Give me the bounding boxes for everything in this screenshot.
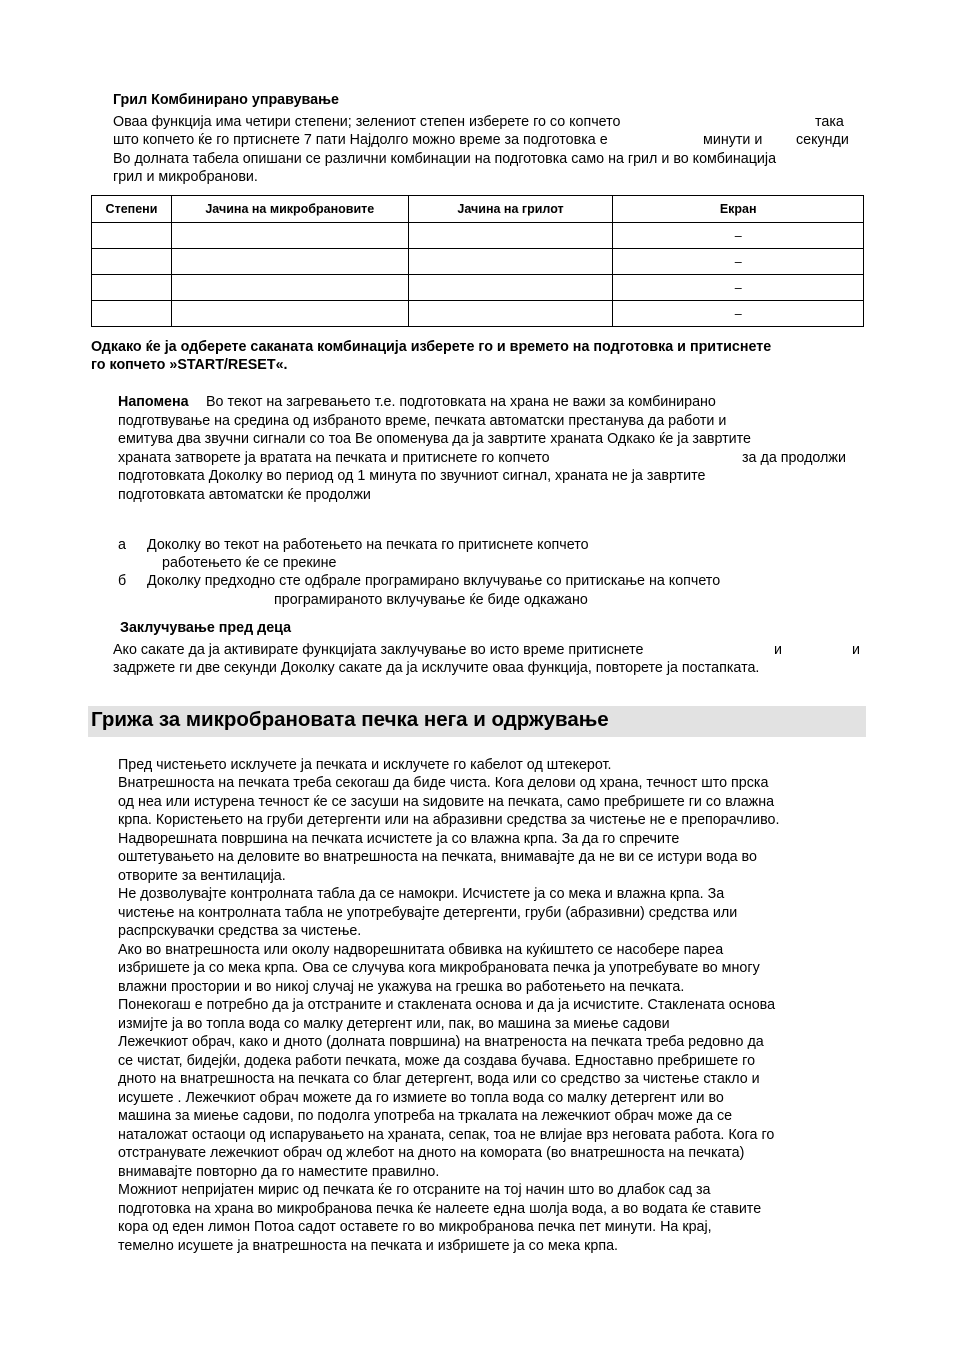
table-cell: [92, 275, 172, 301]
table-row: [92, 275, 864, 301]
care-text-line: Надворешната површина на печката исчистете ја со влажна крпа. За да го спречите: [118, 830, 680, 847]
childlock-text-line: и: [852, 642, 860, 658]
table-cell: [171, 301, 408, 327]
childlock-heading: Заклучување пред деца: [120, 620, 292, 636]
care-text-line: избришете ја со мека крпа. Ова се случува кога микробрановата печка ја употребувате во многу: [118, 960, 760, 976]
table-cell: –: [613, 301, 864, 327]
table-cell: [408, 249, 613, 275]
care-text-line: машина за миење садови, по подолга употреба на тркалата на лежечкиот обрач може да се: [118, 1108, 733, 1124]
grill-text-line: грил и микробранови.: [113, 169, 258, 185]
note-text-line: храната затворете ја вратата на печката и притиснете го копчето: [118, 450, 550, 466]
care-text-line: Ако во внатрешноста или околу надворешнитата обвивка на куќиштето се насобере пареа: [118, 941, 724, 958]
table-header-cell: Јачина на микробрановите: [171, 196, 408, 223]
table-cell: [171, 275, 408, 301]
care-text-line: темелно исушете ја внатрешноста на печката и избришете ја со мека крпа.: [118, 1237, 618, 1254]
list-item: Доколку во текот на работењето на печката го притиснете копчето: [147, 537, 589, 553]
after-table-text: го копчето »START/RESET«.: [91, 357, 288, 373]
care-text-line: оштетувањето на деловите во внатрешноста на печката, внимавајте да не ви се истури вода во: [118, 849, 757, 865]
care-text-line: измијте ја во топла вода со малку детергент или, пак, во машина за миење садови: [118, 1015, 670, 1032]
care-text-line: подготовка на храна во микробранова печка ќе налеете една шолја вода, а во водата ќе ставите: [118, 1200, 762, 1217]
childlock-text-line: и: [774, 642, 782, 658]
list-item: работењето ќе се прекине: [162, 555, 337, 571]
note-text-line: емитува два звучни сигнали со тоа Ве опоменува да ја завртите храната Одкако ќе ја завртите: [118, 431, 751, 447]
note-text-line: подготовката автоматски ќе продолжи: [118, 487, 371, 503]
table-cell: [171, 223, 408, 249]
care-text-line: кора од еден лимон Потоа садот оставете го во микробранова печка пет минути. На крај,: [118, 1219, 712, 1235]
grill-text-line: така: [815, 114, 844, 130]
care-text-line: Внатрешноста на печката треба секогаш да биде чиста. Кога делови од храна, течност што прска: [118, 775, 769, 791]
table-header-cell: Степени: [92, 196, 172, 223]
care-text-line: се чистат, бидејќи, додека работи печката, може да создава бучава. Едноставно пребришете го: [118, 1052, 756, 1069]
table-row: [92, 249, 864, 275]
list-marker: а: [118, 537, 126, 553]
table-header-cell: Екран: [613, 196, 864, 223]
table-cell: [92, 301, 172, 327]
grill-text-line: што копчето ќе го пртиснете 7 пати Најдолго можно време за подготовка е: [113, 132, 608, 148]
care-text-line: распрскувачки средства за чистење.: [118, 923, 362, 939]
childlock-text-line: задржете ги две секунди Доколку сакате да ја исклучите оваа функција, повторете ја постапката.: [113, 660, 760, 676]
table-row: [92, 301, 864, 327]
care-text-line: Пред чистењето исклучете ја печката и исклучете го кабелот од штекерот.: [118, 757, 612, 773]
note-text-line: подготвување на средина од избраното време, печката автоматски престанува да работи и: [118, 413, 727, 429]
table-cell: –: [613, 249, 864, 275]
grill-text-line: Оваа функција има четири степени; зелениот степен изберете го со копчето: [113, 114, 621, 130]
care-text-line: отворите за вентилација.: [118, 867, 286, 884]
list-item: Доколку предходно сте одбрале програмирано вклучување со притискање на копчето: [147, 573, 721, 589]
grill-text-line: секунди: [796, 132, 849, 148]
care-text-line: Не дозволувајте контролната табла да се намокри. Исчистете ја со мека и влажна крпа. За: [118, 886, 725, 902]
table-row: [92, 223, 864, 249]
grill-text-line: Во долната табела опишани се различни комбинации на подготовка само на грил и во комбинација: [113, 151, 777, 167]
list-marker: б: [118, 573, 127, 589]
table-cell: [408, 223, 613, 249]
care-text-line: Можниот непријатен мирис од печката ќе го отсраните на тој начин што во длабок сад за: [118, 1182, 711, 1198]
care-text-line: внимавајте повторно да го наместите правилно.: [118, 1163, 440, 1180]
care-text-line: крпа. Користењето на груби детергенти или на абразивни средства за чистење не е препорачливо.: [118, 812, 780, 828]
grill-heading: Грил Комбинирано управување: [113, 92, 339, 108]
table-cell: [408, 275, 613, 301]
care-text-line: наталожат остаоци од испарувањето на храната, сепак, тоа не влијае врз неговата работа. Кога го: [118, 1126, 775, 1143]
table-cell: [408, 301, 613, 327]
note-text-line: подготовката Доколку во период од 1 минута по звучниот сигнал, храната не ја завртите: [118, 468, 706, 484]
note-text-line: Во текот на загревањето т.е. подготовката на храна не важи за комбинирано: [206, 394, 716, 410]
note-label: Напомена: [118, 394, 189, 410]
childlock-text-line: Ако сакате да ја активирате функцијата заклучување во исто време притиснете: [113, 642, 644, 658]
care-text-line: дното на внатрешноста на печката со благ детергент, вода или со средство за чистење стакло и: [118, 1071, 760, 1087]
table-cell: [171, 249, 408, 275]
table-cell: [92, 249, 172, 275]
grill-text-line: минути и: [703, 132, 763, 148]
table-cell: –: [613, 223, 864, 249]
table-header-cell: Јачина на грилот: [408, 196, 613, 223]
grill-combination-table: [91, 195, 864, 327]
care-text-line: исушете . Лежечкиот обрач можете да го измиете во топла вода со малку детергент или во: [118, 1089, 724, 1106]
note-text-line: за да продолжи: [742, 450, 846, 466]
table-cell: –: [613, 275, 864, 301]
after-table-text: Одкако ќе ја одберете саканата комбинација изберете го и времето на подготовка и притиснете: [91, 339, 772, 355]
table-header-row: [92, 196, 864, 223]
care-text-line: чистење на контролната табла не употребувајте детергенти, груби (абразивни) средства или: [118, 904, 738, 921]
care-text-line: влажни простории и во никој случај не укажува на грешка во работењето на печката.: [118, 978, 685, 995]
care-text-line: отстранувате лежечкиот обрач од жлебот на дното на комората (во внатрешноста на печката): [118, 1145, 745, 1161]
care-text-line: Понекогаш е потребно да ја отстраните и стаклената основа и да ја исчистите. Стаклената основа: [118, 997, 776, 1013]
section-title: Грижа за микробрановата печка нега и одржување: [91, 708, 609, 731]
care-text-line: од неа или истурена течност ќе се засуши на ѕидовите на печката, само пребришете ги со влажна: [118, 793, 775, 810]
list-item: програмираното вклучување ќе биде одкажано: [274, 592, 588, 608]
table-cell: [92, 223, 172, 249]
care-text-line: Лежечкиот обрач, како и дното (долната површина) на внатреноста на печката треба редовно да: [118, 1034, 764, 1050]
